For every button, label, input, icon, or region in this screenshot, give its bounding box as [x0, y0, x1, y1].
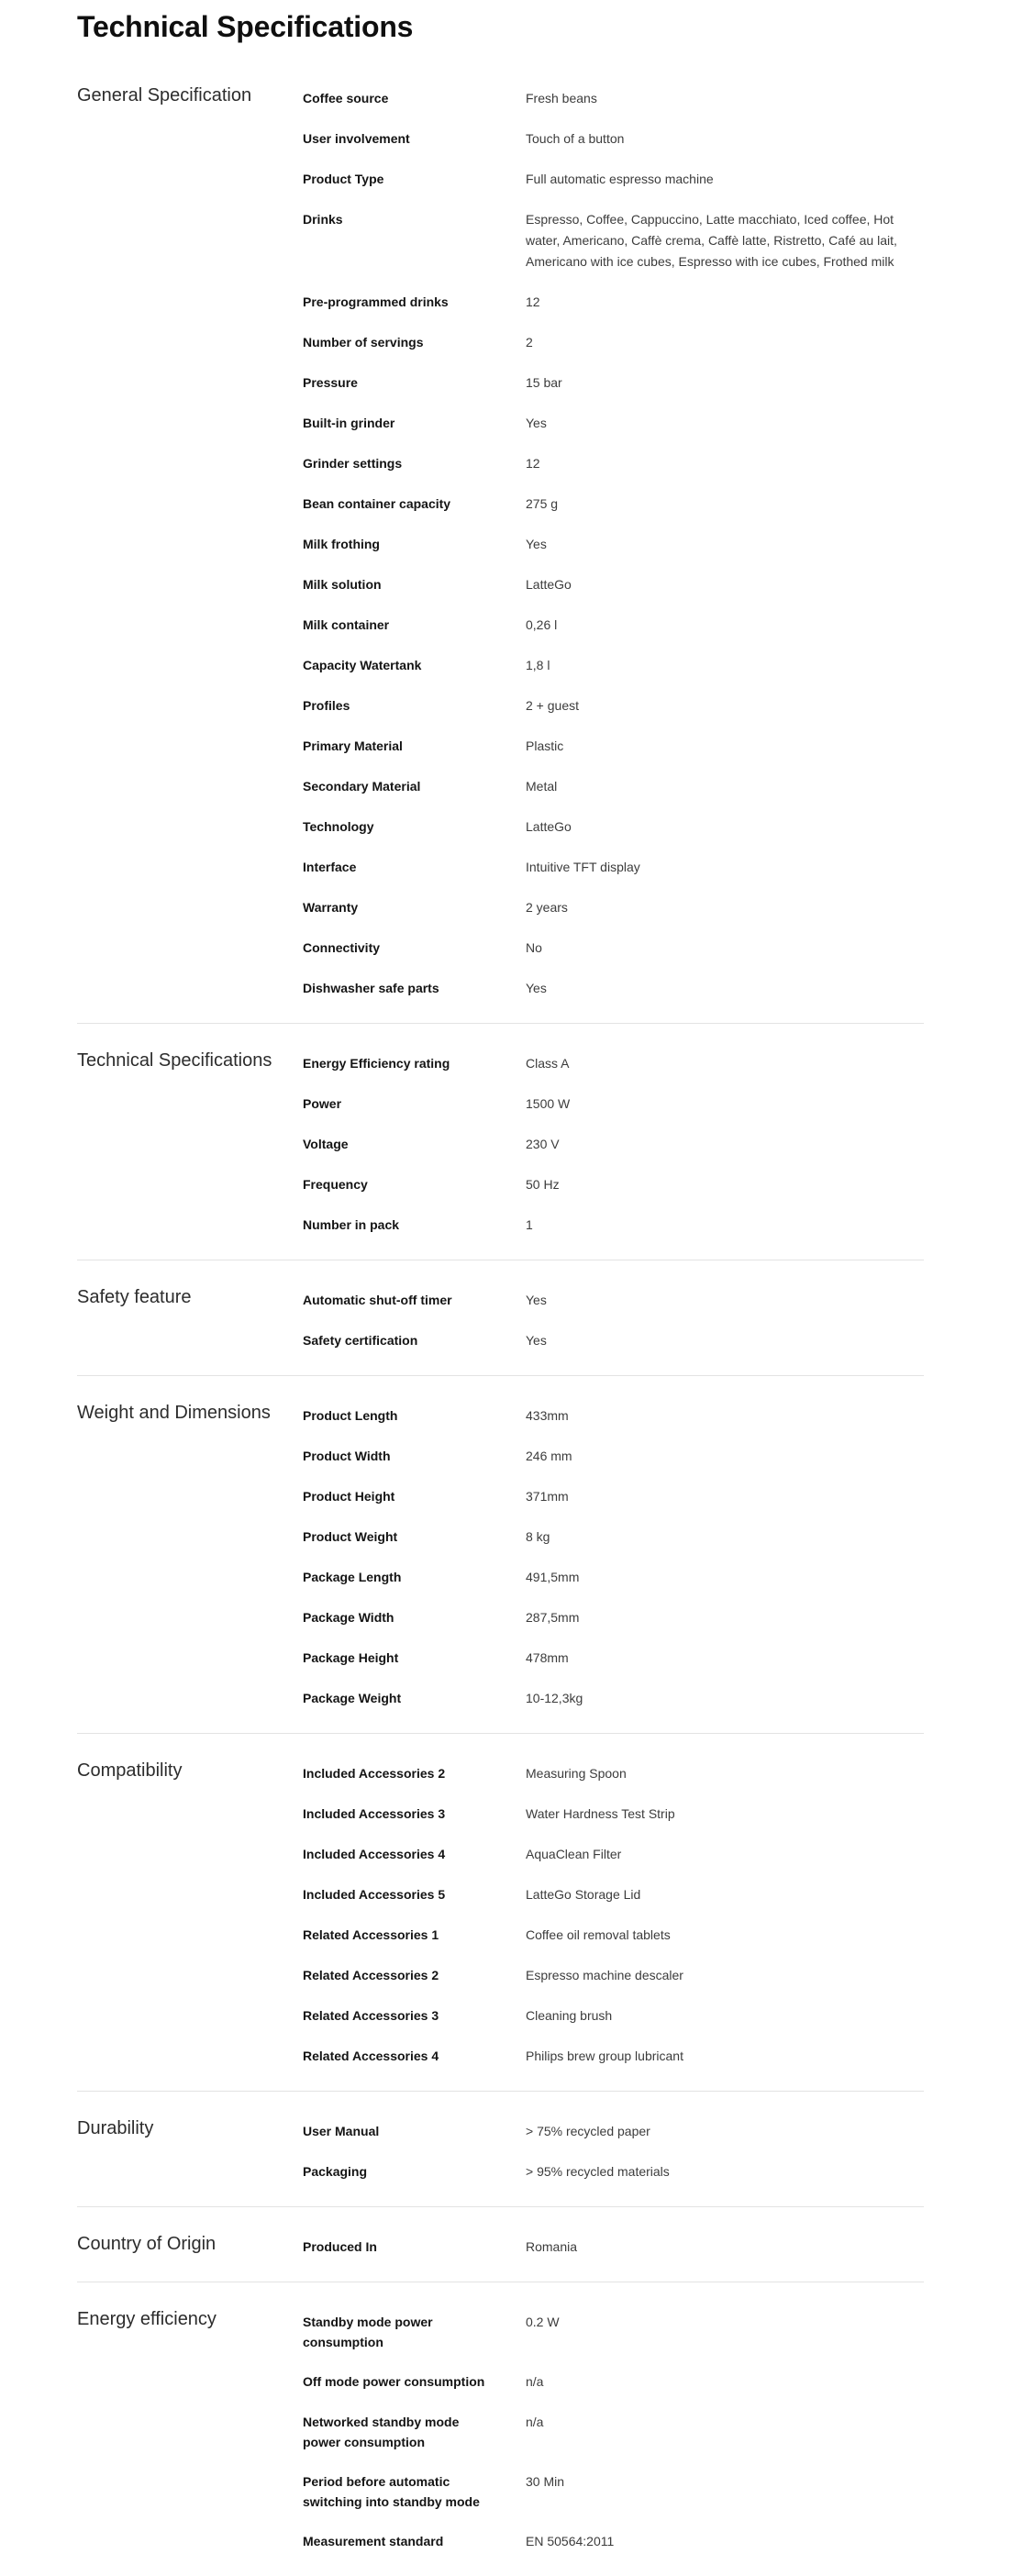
- table-row: [303, 1648, 924, 1669]
- table-row: [303, 1405, 924, 1427]
- spec-value: 12: [526, 456, 540, 471]
- spec-section: [77, 2206, 924, 2282]
- spec-label: Capacity Watertank: [303, 658, 422, 672]
- spec-section: [77, 2091, 924, 2206]
- spec-value: Intuitive TFT display: [526, 860, 640, 874]
- spec-label: Package Width: [303, 1610, 394, 1625]
- spec-label: Built-in grinder: [303, 416, 395, 430]
- table-row: [303, 1094, 924, 1115]
- table-row: [303, 2412, 924, 2452]
- table-row: [303, 1486, 924, 1507]
- spec-label: User involvement: [303, 131, 410, 146]
- table-row: [303, 2371, 924, 2393]
- spec-value: Fresh beans: [526, 91, 597, 105]
- spec-value: 50 Hz: [526, 1177, 560, 1192]
- table-row: [303, 1844, 924, 1865]
- spec-label: Related Accessories 4: [303, 2049, 439, 2063]
- spec-label: Dishwasher safe parts: [303, 981, 439, 995]
- spec-label: User Manual: [303, 2124, 380, 2138]
- spec-value: Yes: [526, 537, 547, 551]
- spec-label: Number of servings: [303, 335, 424, 350]
- table-row: [303, 938, 924, 959]
- table-row: [303, 169, 924, 190]
- table-row: [303, 2237, 924, 2258]
- spec-label: Product Width: [303, 1449, 391, 1463]
- table-row: [303, 1607, 924, 1628]
- table-row: [303, 2046, 924, 2067]
- spec-value: Full automatic espresso machine: [526, 172, 714, 186]
- table-row: [303, 292, 924, 313]
- table-row: [303, 1215, 924, 1236]
- table-row: [303, 1688, 924, 1709]
- spec-value: Yes: [526, 416, 547, 430]
- spec-value: Coffee oil removal tablets: [526, 1927, 671, 1942]
- section-rows: [303, 2233, 924, 2258]
- section-rows: [303, 84, 924, 999]
- spec-label: Safety certification: [303, 1333, 418, 1348]
- spec-value: 433mm: [526, 1408, 569, 1423]
- spec-value: 30 Min: [526, 2474, 565, 2489]
- spec-value: n/a: [526, 2415, 544, 2429]
- table-row: [303, 1053, 924, 1074]
- spec-label: Included Accessories 5: [303, 1887, 446, 1902]
- spec-value: Cleaning brush: [526, 2008, 613, 2023]
- table-row: [303, 574, 924, 595]
- spec-label: Included Accessories 4: [303, 1847, 446, 1861]
- spec-value: 2 years: [526, 900, 568, 915]
- spec-value: 287,5mm: [526, 1610, 580, 1625]
- section-title: Energy efficiency: [77, 2309, 217, 2329]
- spec-value: Romania: [526, 2239, 578, 2254]
- spec-section: [77, 1375, 924, 1733]
- spec-value: 2: [526, 335, 533, 350]
- spec-value: 0,26 l: [526, 617, 558, 632]
- spec-label: Related Accessories 3: [303, 2008, 439, 2023]
- section-title: Safety feature: [77, 1287, 192, 1307]
- table-row: [303, 695, 924, 716]
- spec-value: 491,5mm: [526, 1570, 580, 1584]
- table-row: [303, 1884, 924, 1905]
- table-row: [303, 816, 924, 838]
- spec-value: Plastic: [526, 738, 564, 753]
- spec-label: Connectivity: [303, 940, 381, 955]
- spec-label: Automatic shut-off timer: [303, 1293, 452, 1307]
- spec-value: Water Hardness Test Strip: [526, 1806, 675, 1821]
- table-row: [303, 1965, 924, 1986]
- spec-value: 10-12,3kg: [526, 1691, 583, 1705]
- table-row: [303, 1925, 924, 1946]
- spec-label: Packaging: [303, 2164, 368, 2179]
- spec-value: LatteGo: [526, 819, 572, 834]
- spec-label: Pressure: [303, 375, 358, 390]
- spec-value: 8 kg: [526, 1529, 550, 1544]
- spec-section: [77, 2282, 924, 2576]
- section-title: Weight and Dimensions: [77, 1403, 271, 1423]
- table-row: [303, 1446, 924, 1467]
- table-row: [303, 2161, 924, 2182]
- spec-value: 2 + guest: [526, 698, 579, 713]
- spec-label: Package Weight: [303, 1691, 402, 1705]
- spec-label: Grinder settings: [303, 456, 403, 471]
- spec-value: Touch of a button: [526, 131, 625, 146]
- spec-label: Voltage: [303, 1137, 349, 1151]
- spec-label: Product Weight: [303, 1529, 398, 1544]
- table-row: [303, 1527, 924, 1548]
- table-row: [303, 2005, 924, 2026]
- spec-label: Package Length: [303, 1570, 402, 1584]
- table-row: [303, 897, 924, 918]
- table-row: [303, 413, 924, 434]
- spec-label: Included Accessories 3: [303, 1806, 446, 1821]
- table-row: [303, 857, 924, 878]
- spec-label: Period before automatic switching into standby mode: [303, 2474, 480, 2509]
- section-rows: [303, 1049, 924, 1236]
- spec-section: [77, 84, 924, 1023]
- section-title: Country of Origin: [77, 2234, 217, 2254]
- spec-label: Networked standby mode power consumption: [303, 2415, 460, 2449]
- spec-value: No: [526, 940, 542, 955]
- spec-label: Technology: [303, 819, 374, 834]
- spec-section: [77, 1023, 924, 1260]
- spec-label: Primary Material: [303, 738, 403, 753]
- table-row: [303, 88, 924, 109]
- section-title: General Specification: [77, 85, 252, 105]
- spec-value: 1,8 l: [526, 658, 550, 672]
- spec-label: Included Accessories 2: [303, 1766, 446, 1781]
- table-row: [303, 978, 924, 999]
- table-row: [303, 494, 924, 515]
- spec-label: Related Accessories 2: [303, 1968, 439, 1982]
- spec-value: 1: [526, 1217, 533, 1232]
- table-row: [303, 1290, 924, 1311]
- table-row: [303, 776, 924, 797]
- page-title: Technical Specifications: [77, 10, 414, 43]
- spec-label: Milk solution: [303, 577, 382, 592]
- table-row: [303, 1804, 924, 1825]
- spec-label: Energy Efficiency rating: [303, 1056, 450, 1071]
- spec-value: 1500 W: [526, 1096, 571, 1111]
- spec-label: Power: [303, 1096, 342, 1111]
- table-row: [303, 655, 924, 676]
- spec-label: Frequency: [303, 1177, 368, 1192]
- spec-label: Coffee source: [303, 91, 389, 105]
- spec-label: Product Height: [303, 1489, 395, 1504]
- spec-value: > 95% recycled materials: [526, 2164, 670, 2179]
- spec-value: 371mm: [526, 1489, 569, 1504]
- spec-label: Produced In: [303, 2239, 377, 2254]
- spec-label: Off mode power consumption: [303, 2374, 485, 2389]
- spec-value: LatteGo Storage Lid: [526, 1887, 641, 1902]
- table-row: [303, 534, 924, 555]
- spec-label: Milk frothing: [303, 537, 380, 551]
- spec-label: Package Height: [303, 1650, 399, 1665]
- spec-value: 275 g: [526, 496, 559, 511]
- table-row: [303, 2121, 924, 2142]
- spec-label: Measurement standard: [303, 2534, 444, 2548]
- spec-value: EN 50564:2011: [526, 2534, 615, 2548]
- spec-value: 12: [526, 294, 540, 309]
- spec-label: Bean container capacity: [303, 496, 451, 511]
- section-rows: [303, 2117, 924, 2182]
- spec-value: 0.2 W: [526, 2315, 560, 2329]
- spec-value: 246 mm: [526, 1449, 572, 1463]
- spec-label: Standby mode power consumption: [303, 2315, 433, 2349]
- spec-value: Yes: [526, 1333, 547, 1348]
- section-title: Durability: [77, 2118, 154, 2138]
- spec-value: 230 V: [526, 1137, 560, 1151]
- spec-label: Product Type: [303, 172, 384, 186]
- spec-value: n/a: [526, 2374, 544, 2389]
- spec-label: Profiles: [303, 698, 350, 713]
- spec-value: AquaClean Filter: [526, 1847, 622, 1861]
- spec-label: Warranty: [303, 900, 359, 915]
- table-row: [303, 332, 924, 353]
- spec-value: Espresso machine descaler: [526, 1968, 683, 1982]
- spec-value: Philips brew group lubricant: [526, 2049, 683, 2063]
- spec-value: Measuring Spoon: [526, 1766, 627, 1781]
- table-row: [303, 615, 924, 636]
- spec-label: Product Length: [303, 1408, 398, 1423]
- spec-label: Secondary Material: [303, 779, 421, 794]
- spec-value: Yes: [526, 981, 547, 995]
- table-row: [303, 453, 924, 474]
- spec-value: LatteGo: [526, 577, 572, 592]
- table-row: [303, 1174, 924, 1195]
- spec-section: [77, 1733, 924, 2091]
- spec-label: Milk container: [303, 617, 390, 632]
- table-row: [303, 2312, 924, 2352]
- table-row: [303, 128, 924, 150]
- spec-value: Metal: [526, 779, 558, 794]
- table-row: [303, 1134, 924, 1155]
- spec-value: Class A: [526, 1056, 570, 1071]
- table-row: [303, 1763, 924, 1784]
- section-title: Technical Specifications: [77, 1050, 272, 1071]
- section-title: Compatibility: [77, 1760, 183, 1781]
- table-row: [303, 209, 924, 272]
- spec-value: 15 bar: [526, 375, 562, 390]
- spec-sections-container: [77, 84, 924, 2576]
- spec-label: Drinks: [303, 212, 343, 227]
- spec-label: Number in pack: [303, 1217, 400, 1232]
- table-row: [303, 372, 924, 394]
- spec-section: [77, 1260, 924, 1375]
- table-row: [303, 2531, 924, 2552]
- spec-value: > 75% recycled paper: [526, 2124, 650, 2138]
- section-rows: [303, 1402, 924, 1709]
- table-row: [303, 1567, 924, 1588]
- table-row: [303, 1330, 924, 1351]
- section-rows: [303, 1286, 924, 1351]
- spec-label: Interface: [303, 860, 357, 874]
- table-row: [303, 736, 924, 757]
- table-row: [303, 2471, 924, 2512]
- section-rows: [303, 1760, 924, 2067]
- spec-value: Yes: [526, 1293, 547, 1307]
- section-rows: [303, 2308, 924, 2552]
- spec-value: 478mm: [526, 1650, 569, 1665]
- spec-label: Pre-programmed drinks: [303, 294, 449, 309]
- spec-value: Espresso, Coffee, Cappuccino, Latte macchiato, Iced coffee, Hot water, Americano, Caffè crema, Caffè latte, Ristretto, Café au lait, Americano with ice cubes, Espresso with ice cubes, Frothed milk: [526, 212, 897, 269]
- spec-label: Related Accessories 1: [303, 1927, 439, 1942]
